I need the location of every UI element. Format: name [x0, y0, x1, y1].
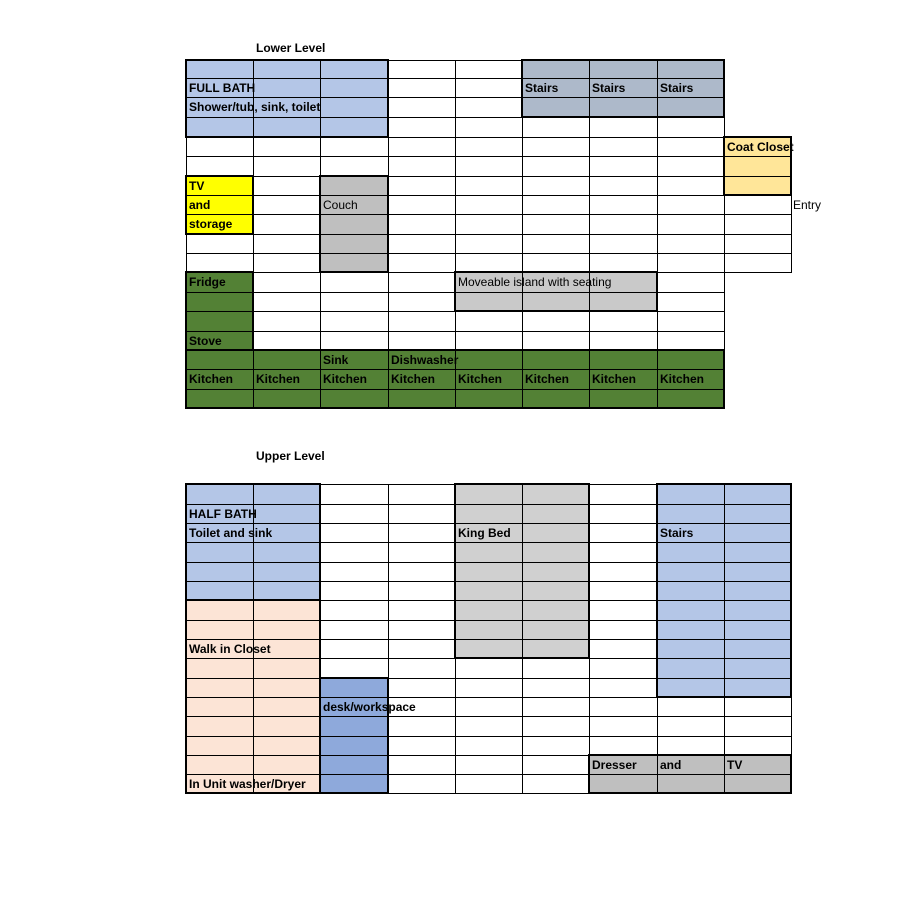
grid-cell [388, 137, 456, 157]
grid-cell [455, 755, 523, 775]
lower-level-title: Lower Level [256, 41, 326, 55]
grid-cell [388, 331, 456, 351]
grid-cell [388, 176, 456, 196]
grid-cell [388, 581, 456, 601]
grid-cell [724, 736, 792, 756]
kitchen-label: Kitchen [660, 372, 705, 386]
grid-cell [522, 774, 590, 794]
kitchen-label: Kitchen [525, 372, 570, 386]
grid-cell [320, 331, 389, 351]
grid-cell [589, 697, 658, 717]
grid-cell [388, 600, 456, 621]
grid-cell [657, 311, 725, 332]
grid-cell [320, 484, 389, 505]
grid-cell [522, 331, 590, 351]
grid-cell [589, 311, 658, 332]
grid-cell [522, 156, 590, 177]
grid-cell [657, 331, 725, 351]
grid-cell [455, 214, 523, 235]
kitchen-label: Kitchen [189, 372, 234, 386]
coat-closet-label: Coat Closet [727, 140, 794, 154]
dresser-and-label: and [660, 758, 682, 772]
grid-cell [657, 195, 725, 215]
upper-stairs-area [656, 483, 792, 698]
grid-cell [253, 331, 321, 351]
grid-cell [522, 214, 590, 235]
grid-cell [388, 78, 456, 98]
fridge-label: Fridge [189, 275, 226, 289]
couch-area [319, 175, 389, 273]
grid-cell [388, 542, 456, 563]
grid-cell [388, 253, 456, 273]
grid-cell [657, 697, 725, 717]
grid-cell [253, 272, 321, 293]
grid-cell [589, 542, 658, 563]
grid-cell [388, 311, 456, 332]
grid-cell [253, 195, 321, 215]
grid-cell [522, 176, 590, 196]
grid-cell [724, 716, 792, 737]
tv-storage-label: TV [189, 179, 205, 193]
grid-cell [320, 156, 389, 177]
grid-cell [455, 137, 523, 157]
grid-cell [657, 272, 725, 293]
half-bath-description: Toilet and sink [189, 526, 273, 540]
grid-cell [657, 176, 725, 196]
half-bath-area [185, 483, 321, 601]
grid-cell [320, 562, 389, 582]
grid-cell [388, 755, 456, 775]
upper-stairs-label: Stairs [660, 526, 694, 540]
full-bath-label: FULL BATH [189, 81, 256, 95]
kitchen-label: Kitchen [458, 372, 503, 386]
grid-cell [589, 117, 658, 138]
grid-cell [522, 658, 590, 679]
grid-cell [522, 234, 590, 254]
grid-cell [455, 311, 523, 332]
grid-cell [320, 292, 389, 312]
grid-cell [589, 137, 658, 157]
grid-cell [388, 156, 456, 177]
grid-cell [320, 639, 389, 659]
grid-cell [589, 253, 658, 273]
grid-cell [589, 562, 658, 582]
grid-cell [253, 234, 321, 254]
grid-cell [455, 156, 523, 177]
grid-cell [589, 639, 658, 659]
grid-cell [320, 311, 389, 332]
grid-cell [455, 78, 523, 98]
grid-cell [589, 716, 658, 737]
grid-cell [455, 736, 523, 756]
grid-cell [589, 484, 658, 505]
grid-cell [388, 484, 456, 505]
grid-cell [589, 600, 658, 621]
grid-cell [388, 678, 456, 698]
desk-area [319, 677, 389, 794]
grid-cell [589, 195, 658, 215]
grid-cell [388, 60, 456, 79]
grid-cell [253, 214, 321, 235]
grid-cell [589, 523, 658, 543]
grid-cell [455, 678, 523, 698]
entry-label: Entry [793, 198, 822, 212]
dishwasher-label: Dishwasher [391, 353, 459, 367]
grid-cell [589, 176, 658, 196]
grid-cell [320, 620, 389, 640]
grid-cell [589, 620, 658, 640]
walk-in-closet-area [185, 599, 321, 794]
kitchen-label: Kitchen [592, 372, 637, 386]
grid-cell [253, 311, 321, 332]
grid-cell [522, 253, 590, 273]
grid-cell [724, 214, 792, 235]
stairs-label: Stairs [592, 81, 626, 95]
grid-cell [388, 639, 456, 659]
grid-cell [320, 523, 389, 543]
half-bath-label: HALF BATH [189, 507, 257, 521]
grid-cell [253, 156, 321, 177]
grid-cell [388, 214, 456, 235]
stove-label: Stove [189, 334, 222, 348]
grid-cell [657, 716, 725, 737]
grid-cell [455, 253, 523, 273]
grid-cell [589, 504, 658, 524]
grid-cell [455, 97, 523, 118]
grid-cell [724, 697, 792, 717]
sink-label: Sink [323, 353, 349, 367]
grid-cell [589, 331, 658, 351]
grid-cell [657, 214, 725, 235]
island-label: Moveable island with seating [458, 275, 612, 289]
grid-cell [657, 117, 725, 138]
kitchen-label: Kitchen [256, 372, 301, 386]
grid-cell [589, 581, 658, 601]
desk-label: desk/workspace [323, 700, 416, 714]
grid-cell [388, 523, 456, 543]
grid-cell [657, 137, 725, 157]
grid-cell [388, 620, 456, 640]
grid-cell [724, 234, 792, 254]
grid-cell [388, 195, 456, 215]
grid-cell [589, 214, 658, 235]
grid-cell [320, 600, 389, 621]
stairs-label: Stairs [525, 81, 559, 95]
grid-cell [589, 658, 658, 679]
grid-cell [522, 716, 590, 737]
king-bed-area [454, 483, 590, 659]
grid-cell [388, 234, 456, 254]
grid-cell [388, 736, 456, 756]
grid-cell [455, 234, 523, 254]
grid-cell [522, 137, 590, 157]
grid-cell [320, 581, 389, 601]
grid-cell [522, 755, 590, 775]
grid-cell [455, 176, 523, 196]
grid-cell [522, 117, 590, 138]
grid-cell [388, 562, 456, 582]
grid-cell [388, 292, 456, 312]
grid-cell [320, 504, 389, 524]
upper-level-title: Upper Level [256, 449, 325, 463]
grid-cell [320, 542, 389, 563]
grid-cell [657, 234, 725, 254]
kitchen-label: Kitchen [323, 372, 368, 386]
walk-in-closet-label: Walk in Closet [189, 642, 271, 656]
grid-cell [589, 234, 658, 254]
grid-cell [253, 176, 321, 196]
king-bed-label: King Bed [458, 526, 511, 540]
grid-cell [388, 97, 456, 118]
grid-cell [388, 272, 456, 293]
grid-cell [589, 736, 658, 756]
grid-cell [388, 716, 456, 737]
grid-cell [186, 137, 254, 157]
grid-cell [320, 137, 389, 157]
grid-cell [657, 156, 725, 177]
stairs-label: Stairs [660, 81, 694, 95]
grid-cell [522, 311, 590, 332]
grid-cell [388, 504, 456, 524]
kitchen-label: Kitchen [391, 372, 436, 386]
grid-cell [253, 292, 321, 312]
couch-label: Couch [323, 198, 358, 212]
grid-cell [455, 774, 523, 794]
grid-cell [522, 678, 590, 698]
full-bath-description: Shower/tub, sink, toilet [189, 100, 321, 114]
grid-cell [657, 736, 725, 756]
grid-cell [455, 716, 523, 737]
grid-cell [253, 253, 321, 273]
grid-cell [388, 658, 456, 679]
grid-cell [522, 697, 590, 717]
grid-cell [186, 253, 254, 273]
tv-storage-label: and [189, 198, 211, 212]
grid-cell [657, 292, 725, 312]
dresser-tv-label: TV [727, 758, 743, 772]
grid-cell [455, 195, 523, 215]
grid-cell [455, 697, 523, 717]
grid-cell [657, 253, 725, 273]
grid-cell [455, 658, 523, 679]
grid-cell [388, 117, 456, 138]
grid-cell [455, 117, 523, 138]
grid-cell [388, 774, 456, 794]
grid-cell [186, 156, 254, 177]
grid-cell [589, 156, 658, 177]
grid-cell [455, 331, 523, 351]
washer-dryer-label: In Unit washer/Dryer [189, 777, 306, 791]
grid-cell [320, 658, 389, 679]
grid-cell [253, 137, 321, 157]
grid-cell [724, 195, 792, 215]
full-bath-area [185, 59, 389, 138]
grid-cell [589, 678, 658, 698]
grid-cell [455, 60, 523, 79]
grid-cell [186, 234, 254, 254]
grid-cell [724, 253, 792, 273]
grid-cell [522, 195, 590, 215]
dresser-label: Dresser [592, 758, 637, 772]
grid-cell [522, 736, 590, 756]
tv-storage-label: storage [189, 217, 233, 231]
grid-cell [320, 272, 389, 293]
